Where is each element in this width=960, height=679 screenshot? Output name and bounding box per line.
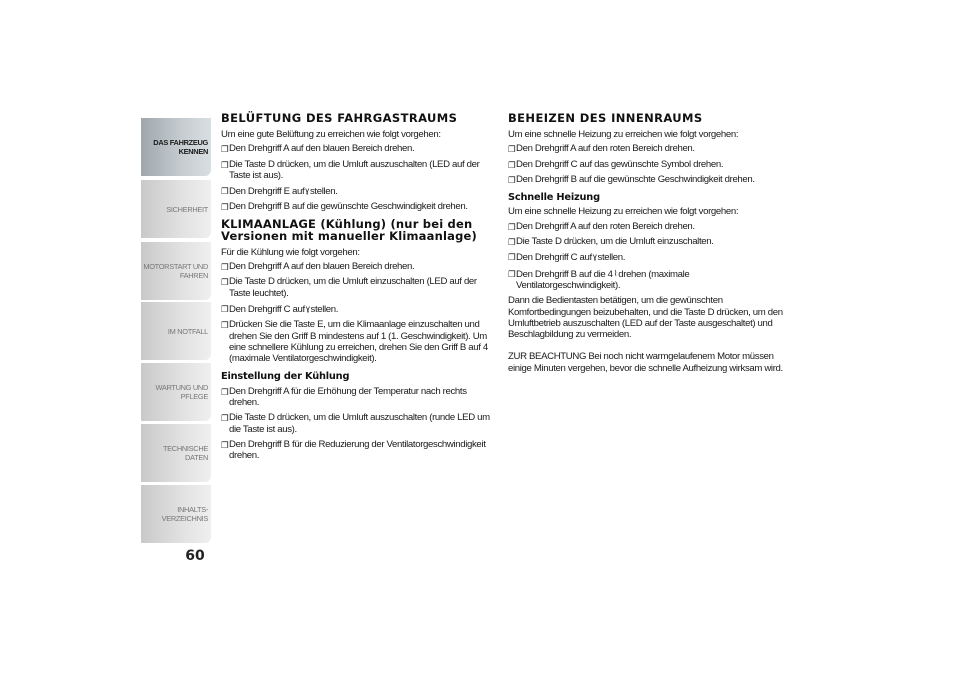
right-column — [508, 112, 786, 377]
checkbox-bullet-icon: ❐ — [221, 413, 229, 424]
checkbox-bullet-icon: ❐ — [221, 320, 229, 331]
tab-das-fahrzeug-kennen[interactable]: DAS FAHRZEUG KENNEN — [141, 118, 211, 176]
list-item: ❐ Den Drehgriff C aufɣstellen. — [508, 252, 626, 264]
checkbox-bullet-icon: ❐ — [508, 252, 516, 263]
spacer — [508, 343, 786, 351]
list-item: ❐ Die Taste D drücken, um die Umluft einzuschalten (LED auf der Taste leuchtet). — [221, 276, 477, 299]
list-item: ❐ Den Drehgriff A auf den blauen Bereich drehen. — [221, 143, 415, 155]
list-item: ❐ Die Taste D drücken, um die Umluft auszuschalten (runde LED um die Taste ist aus). — [221, 412, 490, 435]
checkbox-bullet-icon: ❐ — [221, 202, 229, 213]
list-item: ❐ Den Drehgriff B auf die 4⌇drehen (maximale Ventilatorgeschwindigkeit). — [508, 268, 690, 291]
subsection-title-schnelle-heizung: Schnelle Heizung — [508, 192, 600, 204]
checkbox-bullet-icon: ❐ — [221, 144, 229, 155]
checkbox-bullet-icon: ❐ — [221, 303, 229, 314]
list-item: ❐ Die Taste D drücken, um die Umluft auszuschalten (LED auf der Taste ist aus). — [221, 158, 480, 181]
list-item: ❐ Den Drehgriff B auf die gewünschte Geschwindigkeit drehen. — [221, 201, 468, 213]
checkbox-bullet-icon: ❐ — [221, 439, 229, 450]
airflow-person-icon: ɣ — [305, 186, 309, 196]
list-item: ❐ Den Drehgriff A auf den roten Bereich drehen. — [508, 220, 695, 232]
section-title-klimaanlage: KLIMAANLAGE (Kühlung) (nur bei den Versionen mit manueller Klimaanlage) — [221, 216, 477, 243]
checkbox-bullet-icon: ❐ — [508, 268, 516, 279]
intro-text: Für die Kühlung wie folgt vorgehen: — [221, 246, 360, 258]
checkbox-bullet-icon: ❐ — [508, 237, 516, 248]
list-item: ❐ Den Drehgriff E aufɣstellen. — [221, 186, 338, 198]
list-item: ❐ Die Taste D drücken, um die Umluft einzuschalten. — [508, 236, 714, 248]
tab-motorstart-und-fahren[interactable]: MOTORSTART UND FAHREN — [141, 242, 211, 300]
checkbox-bullet-icon: ❐ — [221, 386, 229, 397]
page-number: 60 — [185, 548, 205, 564]
tab-wartung-und-pflege[interactable]: WARTUNG UND PFLEGE — [141, 363, 211, 421]
intro-text: Um eine gute Belüftung zu erreichen wie folgt vorgehen: — [221, 129, 441, 140]
checkbox-bullet-icon: ❐ — [221, 262, 229, 273]
tab-sicherheit[interactable]: SICHERHEIT — [141, 180, 211, 238]
list-item: ❐ Den Drehgriff A für die Erhöhung der Temperatur nach rechts drehen. — [221, 385, 467, 409]
list-item: ❐ Den Drehgriff B für die Reduzierung der Ventilatorgeschwindigkeit drehen. — [221, 438, 486, 462]
list-item: ❐ Den Drehgriff C auf das gewünschte Symbol drehen. — [508, 158, 724, 170]
fan-speed-icon: ⌇ — [613, 268, 618, 278]
checkbox-bullet-icon: ❐ — [508, 159, 516, 170]
list-item: ❐ Drücken Sie die Taste E, um die Klimaanlage einzuschalten und drehen Sie den Griff B mindestens auf 1 (1. Geschwindigkeit). Um eine schnellere Kühlung zu erreichen, drehen Sie den Griff B auf 4 (maximale Ventilatorgeschwindigkeit). — [221, 319, 488, 365]
intro-text: Um eine schnelle Heizung zu erreichen wie folgt vorgehen: — [508, 206, 739, 218]
body-paragraph: Dann die Bedientasten betätigen, um die gewünschten Komfortbedingungen beizubehalten, und die Taste D drücken, um den Umluftbetrieb auszuschalten (LED auf der Taste ausgeschaltet) und Beschlagbildung zu vermeiden. — [508, 295, 783, 341]
checkbox-bullet-icon: ❐ — [221, 277, 229, 288]
tab-technische-daten[interactable]: TECHNISCHE DATEN — [141, 424, 211, 482]
intro-text: Um eine schnelle Heizung zu erreichen wie folgt vorgehen: — [508, 129, 739, 140]
checkbox-bullet-icon: ❐ — [508, 221, 516, 232]
note-paragraph: ZUR BEACHTUNG Bei noch nicht warmgelaufenem Motor müssen einige Minuten vergehen, bevor die schnelle Aufheizung wirksam wird. — [508, 351, 783, 374]
checkbox-bullet-icon: ❐ — [508, 174, 516, 185]
list-item: ❐ Den Drehgriff A auf den blauen Bereich drehen. — [221, 261, 415, 273]
section-title-beheizen: BEHEIZEN DES INNENRAUMS — [508, 111, 703, 125]
list-item: ❐ Den Drehgriff A auf den roten Bereich drehen. — [508, 143, 695, 155]
section-title-belueftung: BELÜFTUNG DES FAHRGASTRAUMS — [221, 111, 458, 125]
checkbox-bullet-icon: ❐ — [221, 159, 229, 170]
tab-im-notfall[interactable]: IM NOTFALL — [141, 302, 211, 360]
tab-inhaltsverzeichnis[interactable]: INHALTS- VERZEICHNIS — [141, 485, 211, 543]
left-column — [221, 112, 499, 466]
defrost-airflow-icon: ɣ — [592, 252, 597, 262]
checkbox-bullet-icon: ❐ — [508, 144, 516, 155]
list-item: ❐ Den Drehgriff C aufɣstellen. — [221, 303, 339, 315]
airflow-person-icon: ɣ — [305, 303, 310, 313]
subsection-title-einstellung: Einstellung der Kühlung — [221, 371, 350, 383]
list-item: ❐ Den Drehgriff B auf die gewünschte Geschwindigkeit drehen. — [508, 173, 755, 185]
checkbox-bullet-icon: ❐ — [221, 186, 229, 197]
